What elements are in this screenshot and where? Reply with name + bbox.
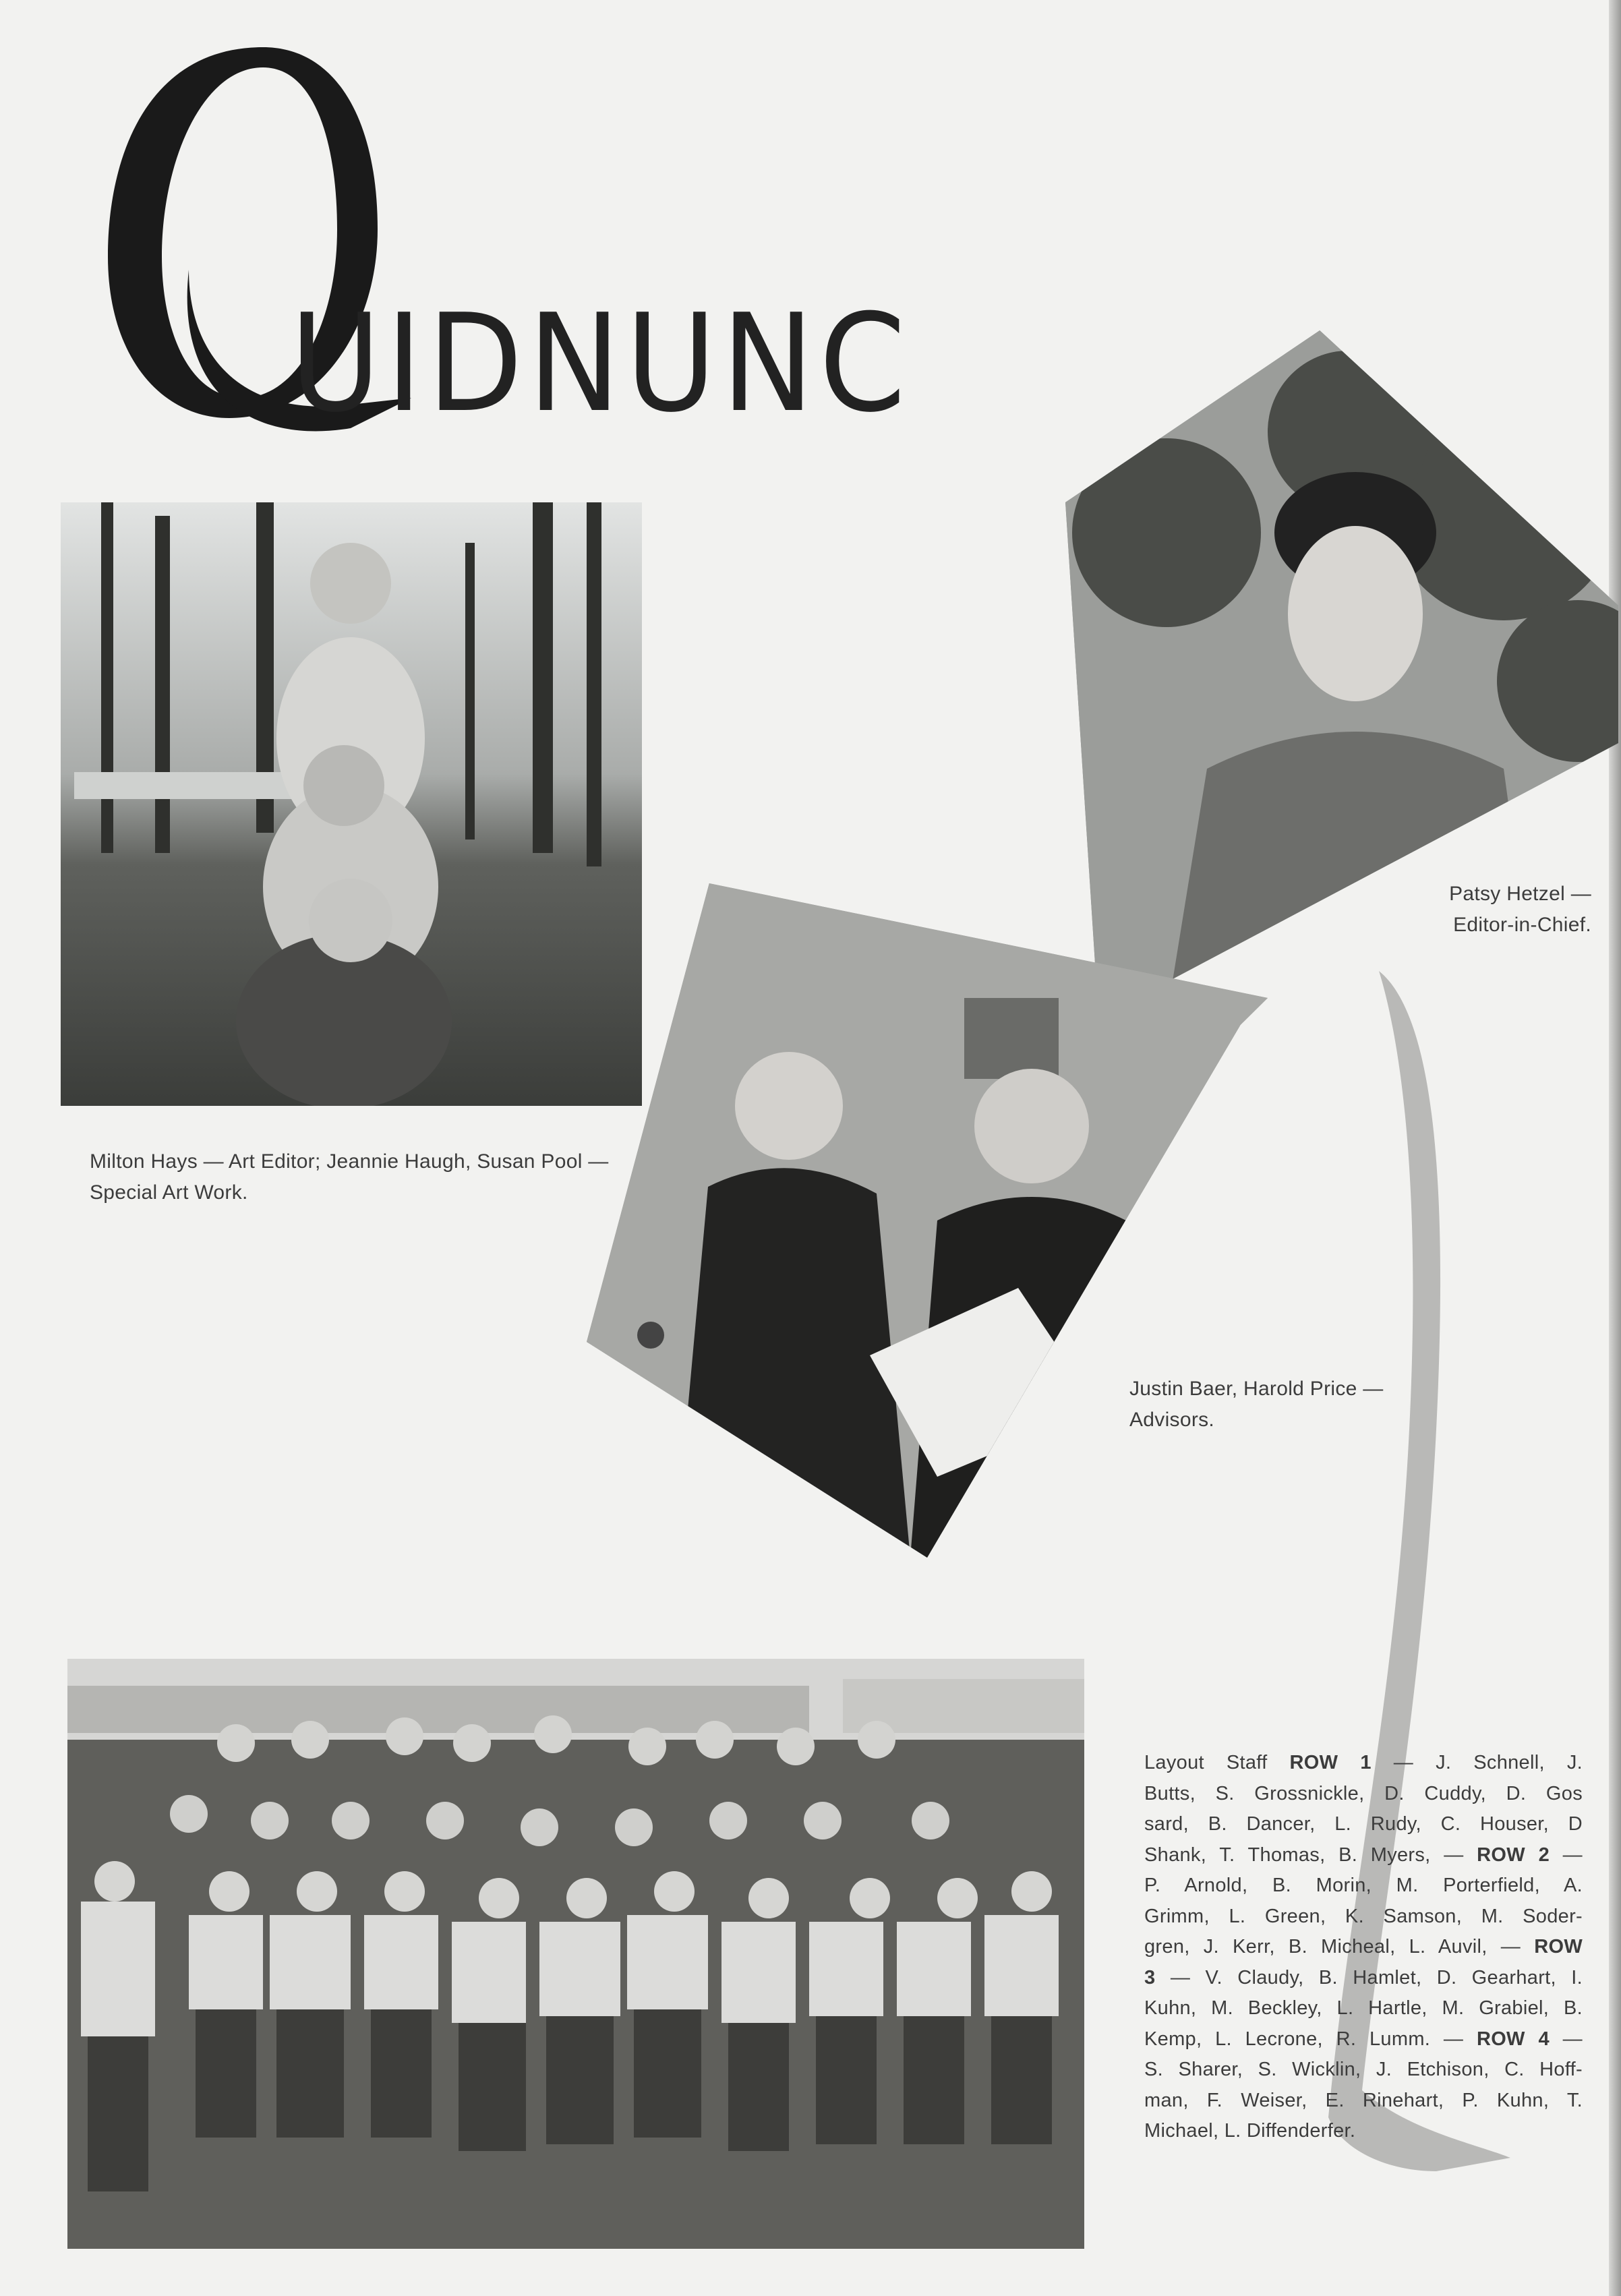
layout-caption-line: [1144, 1902, 1583, 1933]
caption-segment: S. Sharer, S. Wicklin, J. Etchison, C. Hoff-: [1144, 2059, 1583, 2080]
caption-segment: Layout Staff: [1144, 1752, 1290, 1773]
advisors-photo: [587, 883, 1268, 1558]
caption-segment: Grimm, L. Green, K. Samson, M. Soder-: [1144, 1905, 1583, 1927]
editor-role: Editor-in-Chief.: [1453, 914, 1591, 936]
row-marker: ROW 4: [1476, 2028, 1550, 2050]
caption-segment: Kuhn, M. Beckley, L. Hartle, M. Grabiel, B.: [1144, 1997, 1583, 2019]
layout-caption-line: [1144, 2086, 1583, 2117]
caption-segment: Kemp, L. Lecrone, R. Lumm. —: [1144, 2028, 1477, 2050]
row-marker: ROW 2: [1477, 1844, 1550, 1866]
caption-segment: —: [1550, 1844, 1583, 1866]
layout-caption-line: [1144, 1840, 1583, 1871]
layout-caption-line: [1144, 1993, 1583, 2024]
advisors-names: Justin Baer, Harold Price —: [1129, 1378, 1384, 1400]
caption-segment: — V. Claudy, B. Hamlet, D. Gearhart, I.: [1155, 1966, 1583, 1989]
caption-segment: Michael, L. Diffenderfer.: [1144, 2120, 1356, 2142]
title-text: UIDNUNC: [290, 285, 911, 442]
layout-caption-line: [1144, 2116, 1583, 2147]
row-marker: 3: [1144, 1966, 1156, 1989]
page-edge: [1609, 0, 1621, 2296]
caption-segment: P. Arnold, B. Morin, M. Porterfield, A.: [1144, 1875, 1583, 1896]
layout-caption-line: [1144, 2024, 1583, 2055]
layout-caption-line: [1144, 1779, 1583, 1810]
layout-caption-line: [1144, 2055, 1583, 2086]
caption-segment: gren, J. Kerr, B. Micheal, L. Auvil, —: [1144, 1936, 1535, 1958]
layout-staff-caption: [1144, 1748, 1583, 2147]
row-marker: ROW 1: [1289, 1752, 1372, 1773]
caption-segment: Shank, T. Thomas, B. Myers, —: [1144, 1844, 1477, 1866]
caption-segment: Butts, S. Grossnickle, D. Cuddy, D. Gos: [1144, 1782, 1583, 1804]
caption-segment: sard, B. Dancer, L. Rudy, C. Houser, D: [1144, 1813, 1583, 1835]
advisors-role: Advisors.: [1129, 1409, 1215, 1431]
editor-name: Patsy Hetzel —: [1449, 883, 1591, 905]
caption-segment: man, F. Weiser, E. Rinehart, P. Kuhn, T.: [1144, 2089, 1583, 2111]
art-staff-photo: [61, 502, 642, 1106]
art-staff-caption: Milton Hays — Art Editor; Jeannie Haugh, Susan Pool — Special Art Work.: [90, 1150, 609, 1204]
layout-staff-group-photo: [67, 1659, 1084, 2249]
layout-caption-line: [1144, 1871, 1583, 1902]
editor-caption: [1430, 879, 1591, 941]
caption-segment: — J. Schnell, J.: [1371, 1752, 1583, 1773]
row-marker: ROW: [1534, 1936, 1583, 1958]
caption-segment: —: [1549, 2028, 1583, 2050]
layout-caption-line: [1144, 1809, 1583, 1840]
layout-caption-line: [1144, 1932, 1583, 1963]
layout-caption-line: [1144, 1963, 1583, 1994]
layout-caption-line: [1144, 1748, 1583, 1779]
